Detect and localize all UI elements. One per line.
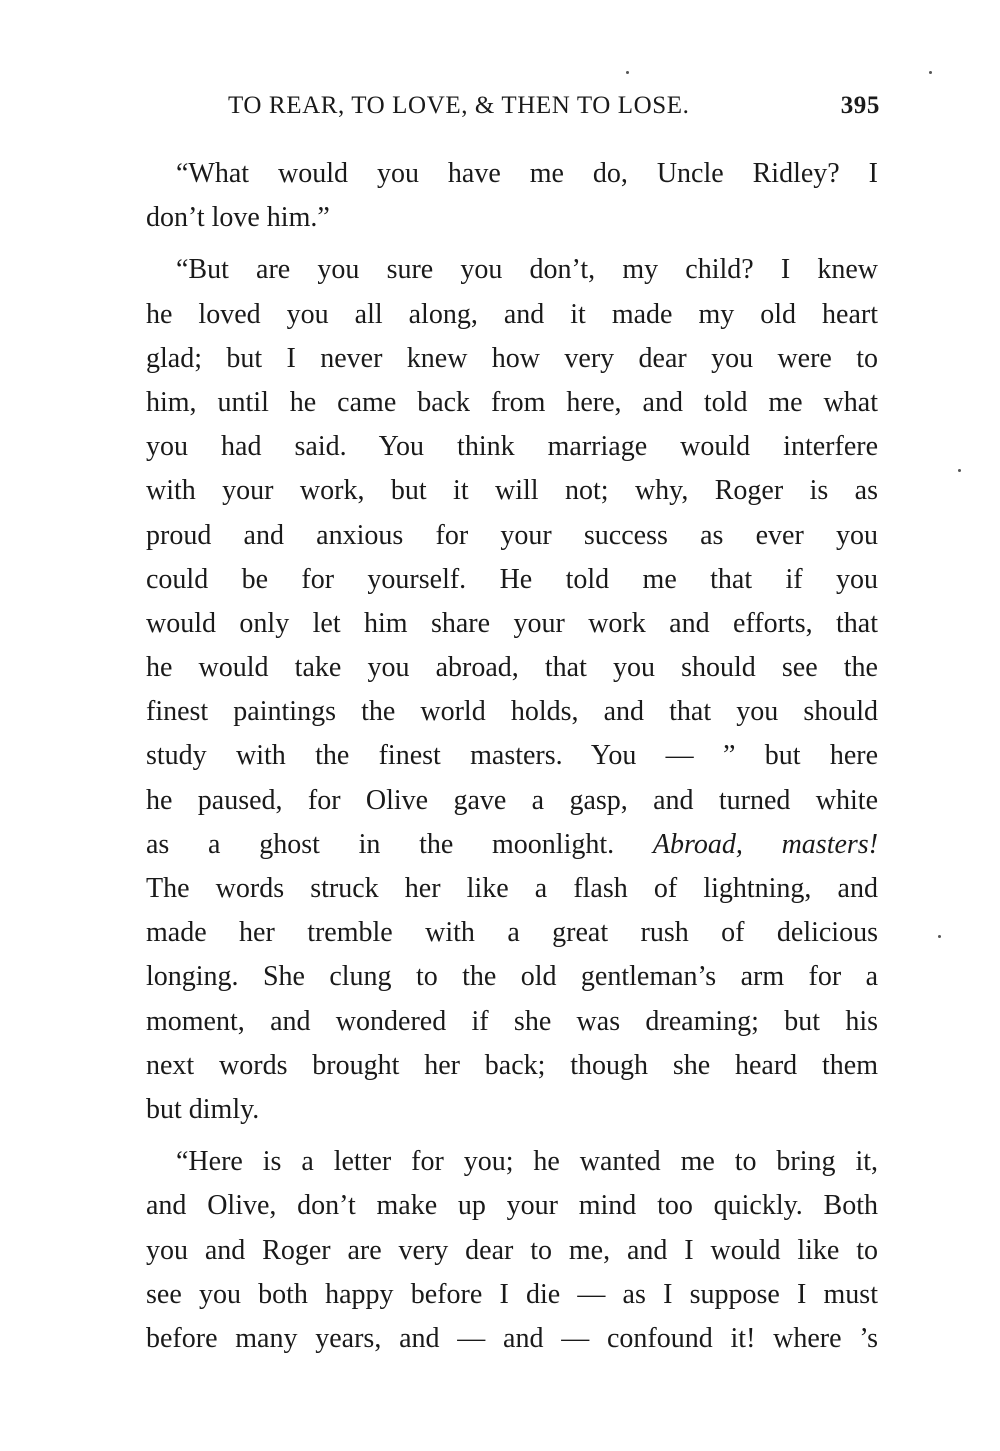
text-line: could be for yourself. He told me that if you	[146, 563, 878, 595]
italic-emphasis: Abroad, masters!	[652, 828, 879, 860]
text-line: but dimly.	[146, 1093, 260, 1125]
scan-speck	[958, 469, 961, 472]
text-line: you and Roger are very dear to me, and I would like to	[146, 1234, 878, 1266]
text-line: next words brought her back; though she heard them	[146, 1049, 878, 1081]
text-line: see you both happy before I die — as I suppose I must	[146, 1278, 878, 1310]
text-line: “What would you have me do, Uncle Ridley? I	[176, 158, 878, 189]
text-line: moment, and wondered if she was dreaming; but his	[146, 1005, 878, 1037]
text-line: made her tremble with a great rush of delicious	[146, 917, 878, 949]
text-line: you had said. You think marriage would interfere	[146, 431, 878, 463]
text-line: don’t love him.”	[146, 202, 330, 234]
text-line: finest paintings the world holds, and that you should	[146, 696, 878, 728]
paragraph-3	[146, 1140, 878, 1361]
paragraph-2	[146, 248, 878, 1132]
text-line: before many years, and — and — confound it! where ’s	[146, 1322, 878, 1354]
text-segment: as a ghost in the moonlight.	[146, 828, 615, 860]
text-line: longing. She clung to the old gentleman’s arm for a	[146, 961, 878, 993]
text-line: glad; but I never knew how very dear you were to	[146, 342, 878, 374]
text-line	[146, 823, 878, 867]
text-line: The words struck her like a flash of lightning, and	[146, 873, 878, 904]
text-line: with your work, but it will not; why, Roger is as	[146, 475, 878, 507]
text-line: “Here is a letter for you; he wanted me to bring it,	[176, 1146, 878, 1178]
page-number: 395	[840, 92, 880, 119]
scan-speck	[929, 71, 932, 74]
text-line: he loved you all along, and it made my old heart	[146, 298, 878, 330]
text-line: study with the finest masters. You — ” but here	[146, 740, 878, 772]
running-head-title: TO REAR, TO LOVE, & THEN TO LOSE.	[228, 92, 690, 119]
text-line: proud and anxious for your success as ever you	[146, 519, 878, 551]
text-line: him, until he came back from here, and told me what	[146, 386, 878, 418]
text-line: he paused, for Olive gave a gasp, and turned white	[146, 784, 878, 816]
body-text	[146, 152, 878, 1369]
scan-speck	[938, 935, 941, 938]
running-head	[228, 92, 880, 124]
text-line: and Olive, don’t make up your mind too quickly. Both	[146, 1190, 878, 1222]
text-line: would only let him share your work and efforts, that	[146, 607, 878, 639]
paragraph-1	[146, 152, 878, 240]
text-line: he would take you abroad, that you should see the	[146, 652, 878, 684]
text-line: “But are you sure you don’t, my child? I knew	[176, 254, 878, 286]
scan-speck	[626, 71, 629, 74]
